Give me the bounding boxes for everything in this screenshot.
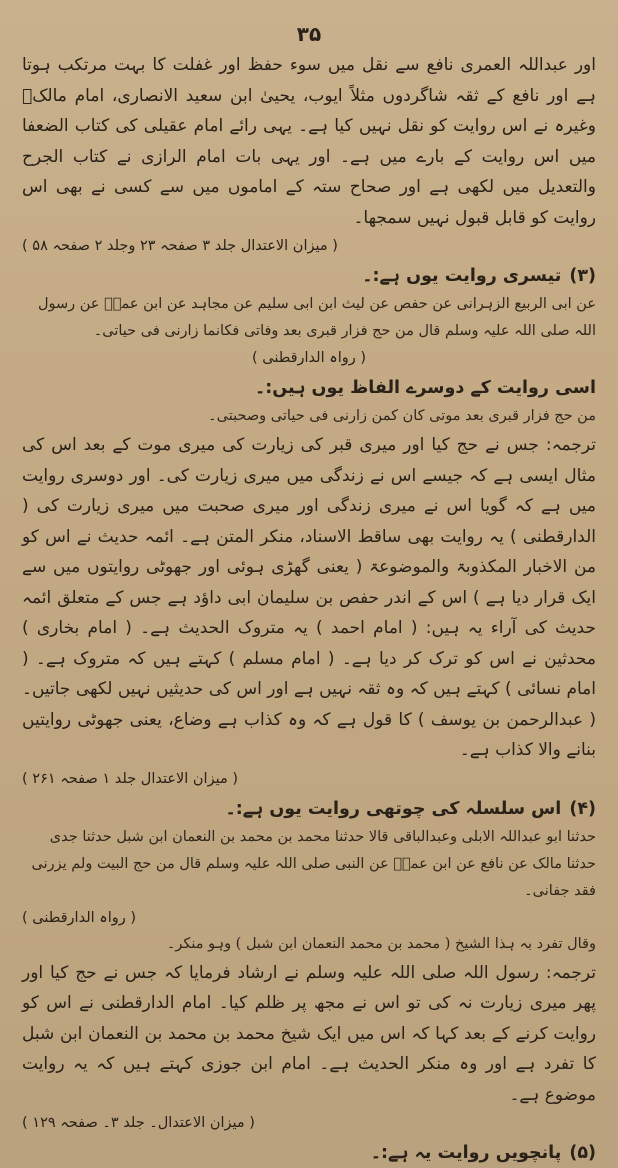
reference-daraqutni-1: ( رواہ الدارقطنی ) bbox=[251, 350, 367, 366]
paragraph-intro: اور عبداللہ العمری نافع سے نقل میں سوء حفظ اور غفلت کا بہت مرتکب ہوتا ہے اور نافع کے ثقہ شاگردوں مثلاً ایوب، یحییٰ ابن سعید الانصاری، امام مالکؒ وغیرہ نے اس روایت کو نقل نہیں کیا ہے۔ یہی رائے امام عقیلی کی کتاب الضعفا میں اس روایت کے بارے میں ہے۔ اور یہی بات امام الرازی نے کتاب الجرح والتعدیل میں لکھی ہے اور صحاح ستہ کے اماموں میں سے کسی نے بھی اس روایت کو قابل قبول نہیں سمجھا۔ bbox=[22, 55, 596, 228]
paragraph-translation-fourth: ترجمہ: رسول اللہ صلی اللہ علیہ وسلم نے ارشاد فرمایا کہ جس نے حج کیا اور پھر میری زیارت نہ کی تو اس نے مجھ پر ظلم کیا۔ امام الدارقطنی نے اس کو روایت کرنے کے بعد کہا کہ اس میں ایک شیخ محمد بن محمد بن النعمان ابن شبل کا تفرد ہے اور وہ منکر الحدیث ہے۔ امام ابن جوزی کہتے ہیں کہ یہ روایت موضوع ہے۔ bbox=[22, 962, 596, 1105]
reference-daraqutni-2: ( رواہ الدارقطنی ) bbox=[22, 909, 137, 926]
paragraph-translation-third: ترجمہ: جس نے حج کیا اور میری قبر کی زیارت کی میری موت کے بعد اس کی مثال ایسی ہے کہ جیسے اس نے زندگی میں میری زیارت کی۔ اور دوسری روایت میں ہے کہ گویا اس نے میری زندگی اور میری صحبت میں میری زیارت کی ( الدارقطنی ) یہ روایت بھی ساقط الاسناد، منکر المتن ہے۔ ائمہ حدیث نے اس کو من الاخبار المکذوبۃ والموضوعۃ ( یعنی گھڑی ہوئی اور جھوٹی روایتوں میں سے ایک قرار دیا ہے ) اس کے اندر حفص بن سلیمان ابی داؤد ہے جس کے متعلق ائمہ حدیث کی آراء یہ ہیں: ( امام احمد ) یہ متروک الحدیث ہے۔ ( امام بخاری ) محدثین نے اس کو ترک کر دیا ہے۔ ( امام مسلم ) کہتے ہیں کہ متروک ہے۔ ( امام نسائی ) کہتے ہیں کہ وہ ثقہ نہیں ہے اور اس کی حدیثیں نہیں لکھی جاتیں۔ ( عبدالرحمن بن یوسف ) کا قول ہے کہ وہ کذاب ہے وضاع، یعنی جھوٹی روایتیں بنانے والا کذاب ہے۔ bbox=[21, 435, 596, 760]
arabic-hadith-fourth: حدثنا ابو عبداللہ الابلی وعبدالباقی قالا حدثنا محمد بن محمد بن النعمان ابن شبل حدثنا جدی حدثنا مالک عن نافع عن ابن عمرؓ عن النبی صلی اللہ علیہ وسلم قال من حج البیت ولم یزرنی فقد جفانی۔ bbox=[31, 828, 596, 899]
heading-fourth-narration bbox=[22, 794, 596, 824]
heading-alternate-wording: اسی روایت کے دوسرے الفاظ یوں ہیں:۔ bbox=[255, 378, 596, 398]
arabic-hadith-alternate: من حج فزار قبری بعد موتی کان کمن زارنی فی حیاتی وصحبتی۔ bbox=[208, 408, 596, 424]
heading-text: اس سلسلہ کی چوتھی روایت یوں ہے:۔ bbox=[225, 798, 562, 819]
arabic-note-fourth: وقال تفرد بہ ہذا الشیخ ( محمد بن محمد النعمان ابن شبل ) وہو منکر۔ bbox=[166, 935, 596, 952]
reference-mizan-3: ( میزان الاعتدال۔ جلد ۳۔ صفحہ ۱۲۹ ) bbox=[22, 1115, 255, 1131]
page-number: ۳۵ bbox=[296, 22, 322, 46]
reference-mizan-1: ( میزان الاعتدال جلد ۳ صفحہ ۲۳ وجلد ۲ صفحہ ۵۸ ) bbox=[22, 238, 338, 254]
heading-number: (۴) bbox=[569, 798, 596, 819]
reference-mizan-2: ( میزان الاعتدال جلد ۱ صفحہ ۲۶۱ ) bbox=[22, 770, 238, 787]
arabic-hadith-third: عن ابی الربیع الزہرانی عن حفص عن لیث ابن ابی سلیم عن مجاہد عن ابن عمرؓ عن رسول اللہ صلی اللہ علیہ وسلم قال من حج فزار قبری بعد وفاتی فکانما زارنی فی حیاتی۔ bbox=[37, 296, 596, 339]
heading-fifth-narration bbox=[22, 1138, 596, 1168]
heading-third-narration bbox=[22, 261, 596, 291]
heading-text: تیسری روایت یوں ہے:۔ bbox=[362, 266, 562, 286]
heading-text: پانچویں روایت یہ ہے:۔ bbox=[370, 1143, 562, 1163]
heading-number: (۳) bbox=[569, 266, 596, 286]
heading-number: (۵) bbox=[569, 1143, 596, 1163]
